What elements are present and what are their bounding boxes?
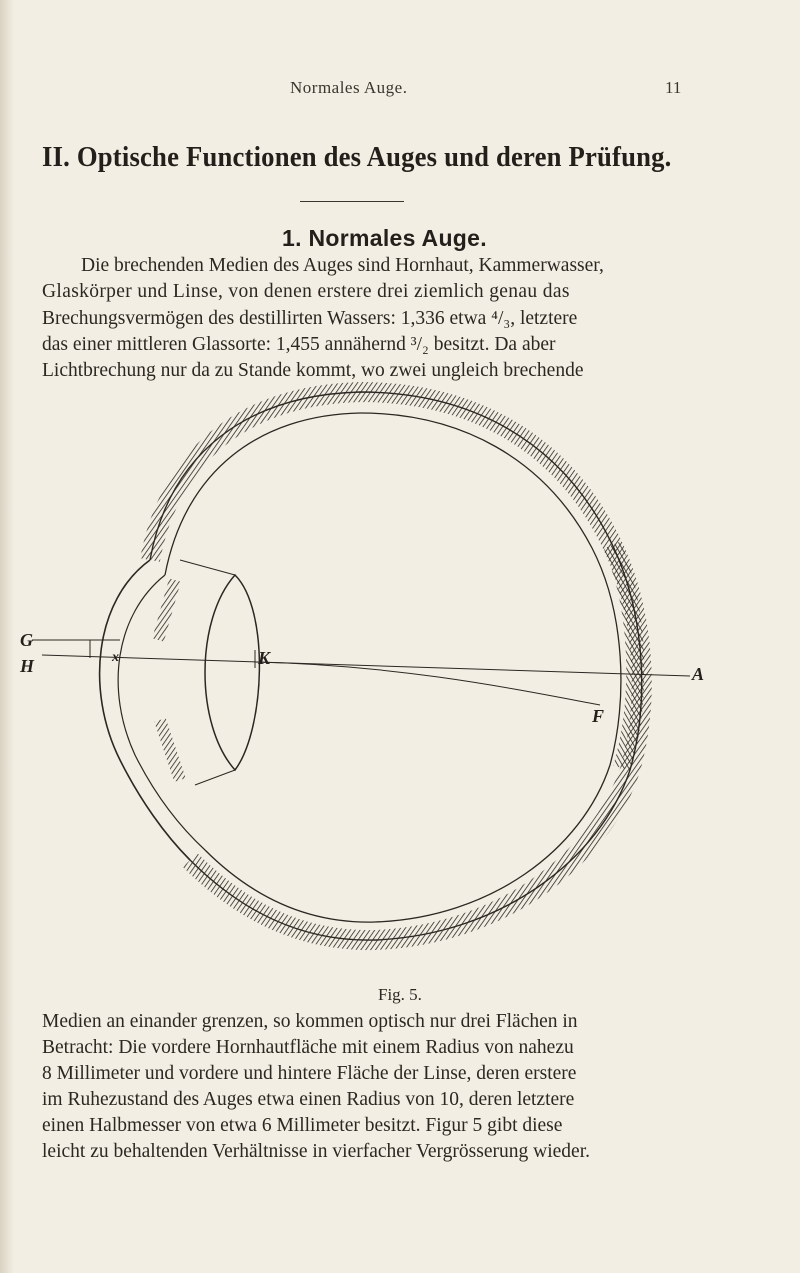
ciliary-fibers [180, 560, 235, 785]
optical-axis-line [42, 655, 690, 676]
cornea-outer [100, 560, 190, 860]
paragraph-1-line-3: Brechungsvermögen des destillirten Wassers: 1,336 etwa ⁴/₃, letztere [42, 308, 578, 329]
paragraph-1-line-2: Glaskörper und Linse, von denen erstere drei ziemlich genau das [42, 281, 570, 302]
paragraph-2-line-4: im Ruhezustand des Auges etwa einen Radius von 10, deren letztere [42, 1089, 575, 1110]
page-number: 11 [665, 78, 682, 97]
figure-label-k: K [258, 648, 271, 668]
figure-label-f: F [592, 706, 605, 726]
retina-outline [165, 413, 621, 922]
paragraph-2-line-1: Medien an einander grenzen, so kommen optisch nur drei Flächen in [42, 1011, 578, 1032]
subsection-title: 1. Normales Auge. [282, 225, 487, 251]
paragraph-2-line-2: Betracht: Die vordere Hornhautfläche mit einem Radius von nahezu [42, 1037, 574, 1058]
paragraph-1-line-1: Die brechenden Medien des Auges sind Hornhaut, Kammerwasser, [81, 255, 604, 276]
figure-label-g: G [20, 630, 33, 650]
paragraph-1-line-4: das einer mittleren Glassorte: 1,455 annähernd ³/₂ besitzt. Da aber [42, 334, 556, 355]
figure-label-a: A [692, 664, 705, 684]
section-title: II. Optische Functionen des Auges und deren Prüfung. [42, 141, 672, 173]
paragraph-2-line-6: leicht zu behaltenden Verhältnisse in vierfacher Vergrösserung wieder. [42, 1141, 590, 1162]
paragraph-2-line-5: einen Halbmesser von etwa 6 Millimeter besitzt. Figur 5 gibt diese [42, 1115, 563, 1136]
running-title: Normales Auge. [290, 78, 408, 97]
iris-lower [160, 720, 180, 780]
iris-upper [158, 580, 175, 640]
figure-label-h: H [20, 656, 35, 676]
figure-label-x: x [112, 650, 119, 665]
paragraph-2-line-3: 8 Millimeter und vordere und hintere Fläche der Linse, deren erstere [42, 1063, 577, 1084]
optic-nerve-region [612, 545, 635, 768]
crystalline-lens [205, 575, 259, 770]
figure-caption: Fig. 5. [378, 985, 422, 1004]
refracted-ray [255, 662, 600, 705]
paragraph-1-line-5: Lichtbrechung nur da zu Stande kommt, wo zwei ungleich brechende [42, 360, 584, 381]
